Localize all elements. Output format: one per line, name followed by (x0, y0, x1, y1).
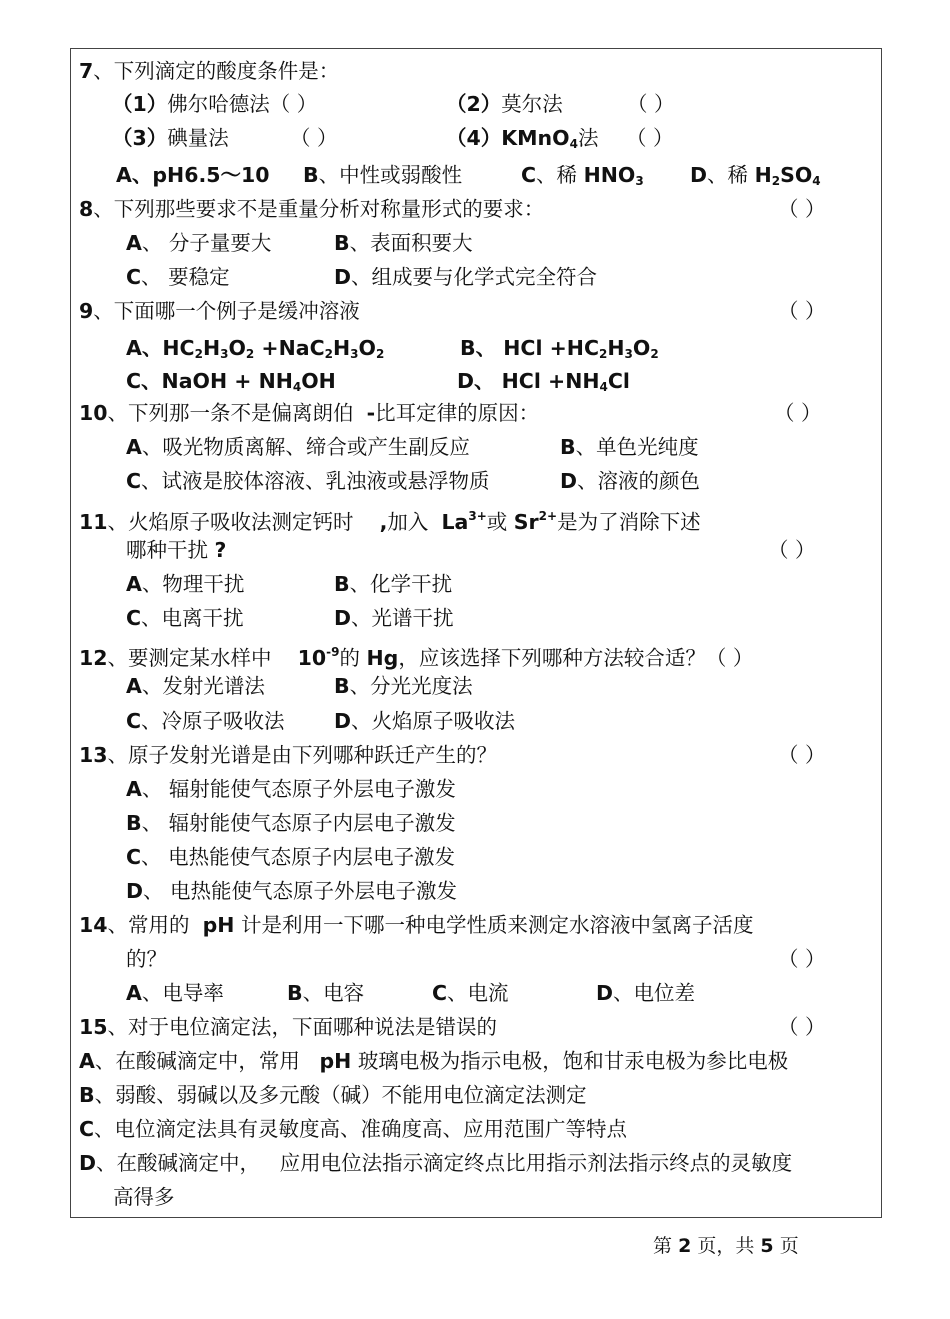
q7-item-1-text: 佛尔哈德法（ ） (167, 92, 318, 116)
page-total: 5 (760, 1235, 774, 1257)
q12-option-d-letter: D (334, 709, 352, 733)
q9-a-sub: 2 (245, 347, 255, 361)
q13-answer-paren: （ ） (778, 743, 826, 767)
q11-comma: , (379, 510, 388, 534)
q9-a-part: H (202, 336, 221, 360)
q9-answer-paren: （ ） (778, 299, 826, 323)
q7-text: 、下列滴定的酸度条件是： (93, 59, 340, 83)
q9-option-b-text: B、 HCl +HC (460, 336, 600, 360)
q7-item-3-num: （3） (112, 126, 168, 150)
q13-option-a-text: 、 辐射能使气态原子外层电子激发 (141, 777, 456, 801)
q13-option-c-letter: C (126, 845, 142, 869)
q7-option-c-letter: C (521, 163, 537, 187)
q7-option-c-formula: HNO (583, 163, 636, 187)
q9-a-part: H (332, 336, 351, 360)
q13-text: 、原子发射光谱是由下列哪种跃迁产生的？ (107, 743, 498, 767)
q11-la-charge: 3+ (468, 509, 487, 523)
q14-option-c-text: 、电流 (447, 981, 509, 1005)
q15-option-b (79, 1082, 587, 1108)
q9-a-part: O (228, 336, 246, 360)
q15-option-a-text-2: 玻璃电极为指示电极，饱和甘汞电极为参比电极 (357, 1049, 789, 1073)
q11-sr-charge: 2+ (538, 509, 558, 523)
q7-item-4-sub: 4 (569, 137, 578, 151)
q10-answer-paren: （ ） (774, 401, 822, 425)
q7-option-a: A、pH6.5～10 (116, 163, 270, 187)
q7-option-c-text: 、稀 (536, 163, 578, 187)
q13-option-d (126, 878, 457, 904)
q12-hg: Hg (366, 646, 399, 670)
q8-option-a-letter: A (126, 231, 142, 255)
q11-option-a (126, 571, 244, 597)
q8-option-c-letter: C (126, 265, 142, 289)
q10-option-a-text: 、吸光物质离解、缔合或产生副反应 (141, 435, 470, 459)
q8-option-c-text: 、 要稳定 (141, 265, 230, 289)
q13-number: 13 (79, 743, 108, 767)
q15-option-a-text: 、在酸碱滴定中，常用 (94, 1049, 300, 1073)
q7-option-d-text: 、稀 (707, 163, 749, 187)
q11-text-2: 加入 (387, 510, 429, 534)
q8-option-b-letter: B (334, 231, 350, 255)
q8-stem (79, 196, 544, 222)
q7-item-3 (112, 125, 229, 151)
q7-item-1-num: （1） (112, 92, 168, 116)
q9-option-a (126, 335, 384, 367)
page-frame (70, 48, 882, 1218)
q9-b-sub: 3 (624, 347, 633, 361)
q14-text-2: 计是利用一下哪一种电学性质来测定水溶液中氢离子活度 (240, 913, 754, 937)
q14-text: 、常用的 (107, 913, 190, 937)
q12-option-d-text: 、火焰原子吸收法 (351, 709, 516, 733)
q7-item-1 (112, 91, 317, 117)
q12-option-b-letter: B (334, 674, 350, 698)
q10-text: 、下列那一条不是偏离朗伯 (107, 401, 354, 425)
q8-number: 8 (79, 197, 94, 221)
q9-a-sub: 3 (350, 347, 359, 361)
q10-option-d-letter: D (560, 469, 578, 493)
q15-option-d-letter: D (79, 1151, 97, 1175)
q7-item-2 (446, 91, 563, 117)
q7-option-b (303, 162, 462, 188)
q14-number: 14 (79, 913, 108, 937)
page-footer (653, 1233, 799, 1259)
q14-option-c (432, 980, 509, 1006)
q11-option-c-text: 、电离干扰 (141, 606, 244, 630)
q7-option-b-letter: B (303, 163, 319, 187)
q7-option-d-letter: D (690, 163, 708, 187)
q12-option-b-text: 、分光光度法 (349, 674, 473, 698)
q15-option-a-ph: pH (319, 1049, 352, 1073)
q9-a-sub: 2 (324, 347, 333, 361)
q11-answer-paren: （ ） (768, 538, 816, 562)
q8-option-d-text: 、组成要与化学式完全符合 (351, 265, 598, 289)
q9-option-d (457, 368, 630, 400)
q10-option-b-letter: B (560, 435, 576, 459)
q7-item-4-paren: （ ） (626, 126, 674, 150)
q12-option-c (126, 708, 285, 734)
q9-b-sub: 2 (599, 347, 608, 361)
q8-option-b-text: 、表面积要大 (349, 231, 473, 255)
q13-option-a (126, 776, 456, 802)
q15-option-d-text-2: 应用电位法指示滴定终点比用指示剂法指示终点的灵敏度 (279, 1151, 793, 1175)
q11-text: 、火焰原子吸收法测定钙时 (107, 510, 354, 534)
q14-stem (79, 912, 753, 938)
q15-option-b-letter: B (79, 1083, 95, 1107)
q10-option-a-letter: A (126, 435, 142, 459)
q8-option-a-text: 、 分子量要大 (141, 231, 272, 255)
q14-option-b-text: 、电容 (302, 981, 365, 1005)
q8-option-d-letter: D (334, 265, 352, 289)
q9-b-part: O (632, 336, 651, 360)
q13-option-b-text: 、 辐射能使气态原子内层电子激发 (141, 811, 456, 835)
q12-exponent: -9 (326, 645, 340, 659)
q15-option-b-text: 、弱酸、弱碱以及多元酸（碱）不能用电位滴定法测定 (94, 1083, 587, 1107)
q14-option-a-letter: A (126, 981, 142, 1005)
q13-option-b (126, 810, 456, 836)
q15-option-c-letter: C (79, 1117, 95, 1141)
q14-option-d-letter: D (596, 981, 614, 1005)
q9-option-a-text: A、HC (126, 336, 195, 360)
q9-number: 9 (79, 299, 94, 323)
q9-option-c (126, 368, 336, 400)
q8-answer-paren: （ ） (778, 197, 826, 221)
q9-b-sub: 2 (650, 347, 659, 361)
q7-item-2-paren: （ ） (627, 92, 675, 116)
q11-option-c-letter: C (126, 606, 142, 630)
q15-option-d-cont: 高得多 (113, 1185, 175, 1209)
q12-number: 12 (79, 646, 108, 670)
q12-text: 、要测定某水样中 (107, 646, 272, 670)
q10-option-a (126, 434, 470, 460)
q11-option-c (126, 605, 244, 631)
q9-c-sub: 4 (292, 380, 302, 394)
q7-option-d-formula-2: SO (780, 163, 813, 187)
q10-dash: - (366, 401, 376, 425)
footer-pre: 第 (653, 1235, 673, 1257)
q10-option-c-text: 、试液是胶体溶液、乳浊液或悬浮物质 (141, 469, 490, 493)
q12-text-3: ，应该选择下列哪种方法较合适？（ ） (398, 646, 754, 670)
q9-a-part: +NaC (254, 336, 325, 360)
q14-ph: pH (202, 913, 235, 937)
q7-item-3-paren: （ ） (290, 126, 338, 150)
q11-option-b-letter: B (334, 572, 350, 596)
q14-answer-paren: （ ） (778, 947, 826, 971)
q7-option-b-text: 、中性或弱酸性 (318, 163, 463, 187)
q13-stem (79, 742, 497, 768)
q9-d-part: Cl (607, 369, 630, 393)
q13-option-a-letter: A (126, 777, 142, 801)
q14-option-b (287, 980, 364, 1006)
q7-option-d (690, 162, 821, 194)
q14-option-a-text: 、电导率 (141, 981, 224, 1005)
q7-option-c (521, 162, 644, 194)
q7-item-2-text: 莫尔法 (501, 92, 563, 116)
q13-option-d-text: 、 电热能使气态原子外层电子激发 (143, 879, 458, 903)
q14-option-b-letter: B (287, 981, 303, 1005)
q7-number: 7 (79, 59, 94, 83)
q15-option-a (79, 1048, 788, 1074)
q7-option-c-sub: 3 (635, 174, 644, 188)
q12-option-a-letter: A (126, 674, 142, 698)
q11-option-a-letter: A (126, 572, 142, 596)
q11-sr: Sr (513, 510, 539, 534)
q10-option-d-text: 、溶液的颜色 (577, 469, 701, 493)
q9-option-c-text: C、NaOH + NH (126, 369, 293, 393)
footer-mid: 页，共 (697, 1235, 755, 1257)
q7-item-4 (446, 125, 598, 157)
q8-option-a (126, 230, 271, 256)
q9-a-sub: 2 (375, 347, 385, 361)
q15-option-a-letter: A (79, 1049, 95, 1073)
q14-option-c-letter: C (432, 981, 448, 1005)
q15-option-c (79, 1116, 627, 1142)
q14-option-d-text: 、电位差 (613, 981, 696, 1005)
q11-option-d-letter: D (334, 606, 352, 630)
q11-cont-text: 哪种干扰 (126, 538, 208, 562)
q8-option-d (334, 264, 597, 290)
q11-option-d (334, 605, 454, 631)
q11-text-4: 是为了消除下述 (557, 510, 701, 534)
q15-text: 、对于电位滴定法，下面哪种说法是错误的 (107, 1015, 498, 1039)
page-number: 2 (678, 1235, 692, 1257)
q12-option-c-text: 、冷原子吸收法 (141, 709, 285, 733)
q9-b-part: H (607, 336, 625, 360)
q10-option-c (126, 468, 490, 494)
q11-text-3: 或 (486, 510, 508, 534)
q8-option-c (126, 264, 230, 290)
q10-option-c-letter: C (126, 469, 142, 493)
q13-option-b-letter: B (126, 811, 142, 835)
q10-option-d (560, 468, 700, 494)
q14-option-a (126, 980, 224, 1006)
q9-a-part: O (358, 336, 376, 360)
q9-option-b (460, 335, 659, 367)
q12-option-a-text: 、发射光谱法 (141, 674, 265, 698)
q11-option-b-text: 、化学干扰 (349, 572, 453, 596)
q15-option-d (79, 1150, 792, 1176)
q15-answer-paren: （ ） (778, 1015, 826, 1039)
q11-number: 11 (79, 510, 108, 534)
q15-number: 15 (79, 1015, 108, 1039)
q10-text-2: 比耳定律的原因： (375, 401, 540, 425)
q7-item-4-num: （4） (446, 126, 502, 150)
q9-d-sub: 4 (599, 380, 608, 394)
q14-stem-cont: 的？ (126, 947, 167, 971)
q12-stem (79, 639, 753, 671)
q10-number: 10 (79, 401, 108, 425)
q12-option-d (334, 708, 515, 734)
q15-stem (79, 1014, 497, 1040)
q12-option-b (334, 673, 473, 699)
q11-question-mark: ? (214, 538, 227, 562)
q13-option-c (126, 844, 455, 870)
q11-stem-cont (126, 537, 226, 563)
q10-option-b (560, 434, 699, 460)
q11-option-a-text: 、物理干扰 (141, 572, 245, 596)
q7-item-3-text: 碘量法 (167, 126, 229, 150)
q11-option-b (334, 571, 452, 597)
q15-option-d-text: 、在酸碱滴定中， (96, 1151, 261, 1175)
q12-option-a (126, 673, 265, 699)
q13-option-d-letter: D (126, 879, 144, 903)
q9-text: 、下面哪一个例子是缓冲溶液 (93, 299, 360, 323)
q8-option-b (334, 230, 473, 256)
q10-option-b-text: 、单色光纯度 (575, 435, 699, 459)
q9-c-part: OH (301, 369, 336, 393)
footer-post: 页 (779, 1235, 799, 1257)
q9-stem (79, 298, 360, 324)
q13-option-c-text: 、 电热能使气态原子内层电子激发 (141, 845, 456, 869)
q7-item-4-formula: KMnO (501, 126, 570, 150)
q11-stem (79, 503, 701, 535)
q8-text: 、下列那些要求不是重量分析对称量形式的要求： (93, 197, 545, 221)
q15-option-c-text: 、电位滴定法具有灵敏度高、准确度高、应用范围广等特点 (94, 1117, 628, 1141)
q14-option-d (596, 980, 695, 1006)
q7-option-d-sub-2: 4 (812, 174, 821, 188)
q9-option-d-text: D、 HCl +NH (457, 369, 600, 393)
q7-option-d-sub-1: 2 (771, 174, 781, 188)
q12-ten: 10 (297, 646, 327, 670)
q9-a-sub: 2 (194, 347, 203, 361)
q10-stem (79, 400, 539, 426)
q11-la: La (441, 510, 469, 534)
q7-item-4-text: 法 (577, 126, 599, 150)
q7-stem (79, 58, 339, 84)
q7-option-d-formula-1: H (754, 163, 772, 187)
q12-text-2: 的 (339, 646, 360, 670)
q11-option-d-text: 、光谱干扰 (351, 606, 454, 630)
q9-a-sub: 3 (220, 347, 229, 361)
q7-item-2-num: （2） (446, 92, 502, 116)
q12-option-c-letter: C (126, 709, 142, 733)
